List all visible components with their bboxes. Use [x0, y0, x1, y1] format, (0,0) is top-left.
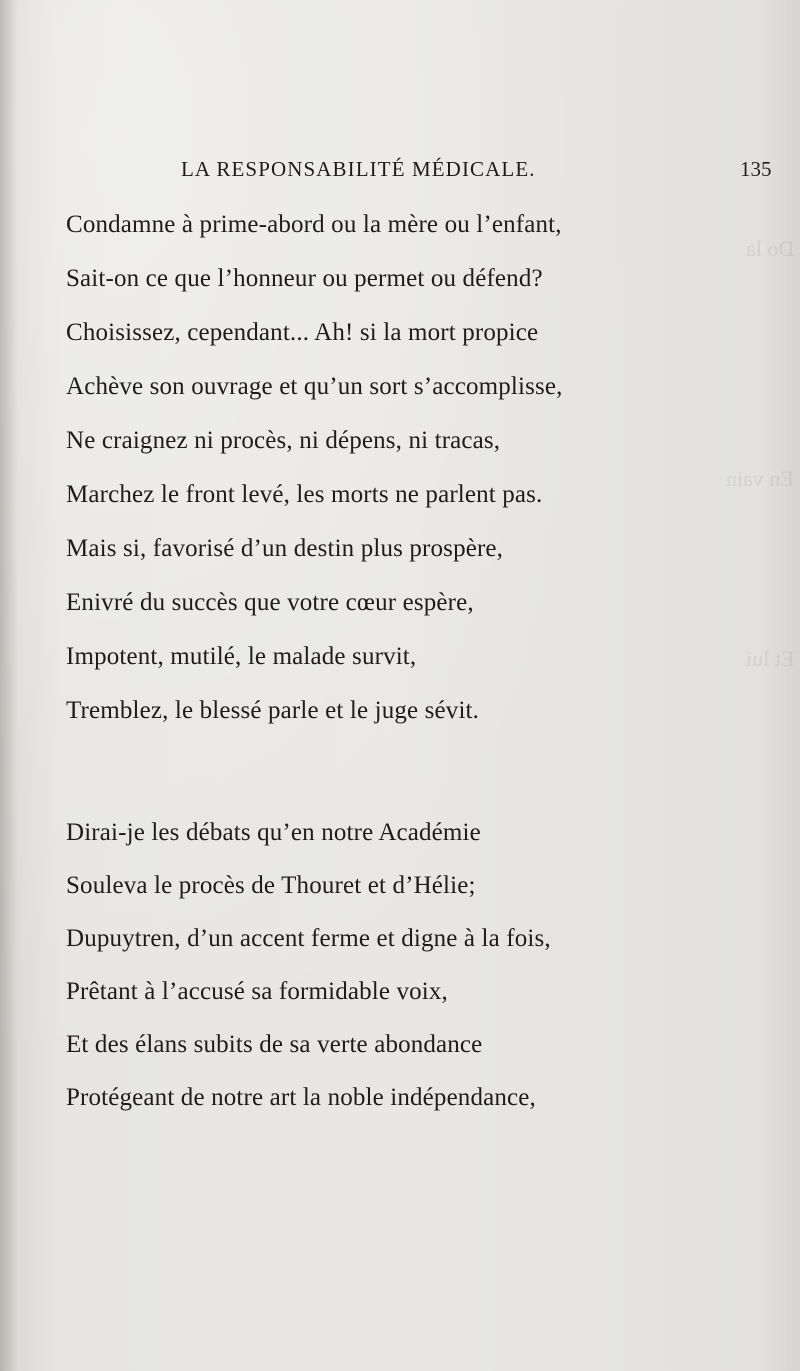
verse-line: Choisissez, cependant... Ah! si la mort propice — [66, 319, 539, 346]
running-title: LA RESPONSABILITÉ MÉDICALE. — [181, 157, 536, 181]
verse-line: Dirai-je les débats qu’en notre Académie — [66, 819, 481, 846]
verse-line: Dupuytren, d’un accent ferme et digne à la fois, — [66, 925, 551, 952]
running-header — [0, 157, 800, 187]
stanza — [66, 198, 686, 738]
show-through-text: Do la — [745, 236, 794, 261]
verse-line: Protégeant de notre art la noble indépendance, — [66, 1084, 536, 1111]
verse-line: Condamne à prime-abord ou la mère ou l’enfant, — [66, 211, 562, 238]
show-through-text: En vain — [726, 466, 794, 491]
verse-line: Mais si, favorisé d’un destin plus prospère, — [66, 535, 504, 562]
verse-line: Enivré du succès que votre cœur espère, — [66, 589, 474, 616]
show-through-text: Et lui — [745, 646, 794, 671]
verse-line: Souleva le procès de Thouret et d’Hélie; — [66, 872, 476, 899]
page-number: 135 — [740, 157, 772, 181]
verse-line: Ne craignez ni procès, ni dépens, ni tracas, — [66, 427, 501, 454]
verse-line: Tremblez, le blessé parle et le juge sévit. — [66, 697, 480, 724]
verse-line: Marchez le front levé, les morts ne parlent pas. — [66, 481, 543, 508]
verse-line: Achève son ouvrage et qu’un sort s’accomplisse, — [66, 373, 563, 400]
verse-line: Prêtant à l’accusé sa formidable voix, — [66, 978, 448, 1005]
verse-line: Impotent, mutilé, le malade survit, — [66, 643, 417, 670]
stanza — [66, 806, 686, 1124]
gutter-shadow — [0, 0, 18, 1371]
verse-line: Et des élans subits de sa verte abondance — [66, 1031, 483, 1058]
verse-line: Sait-on ce que l’honneur ou permet ou défend? — [66, 265, 543, 292]
